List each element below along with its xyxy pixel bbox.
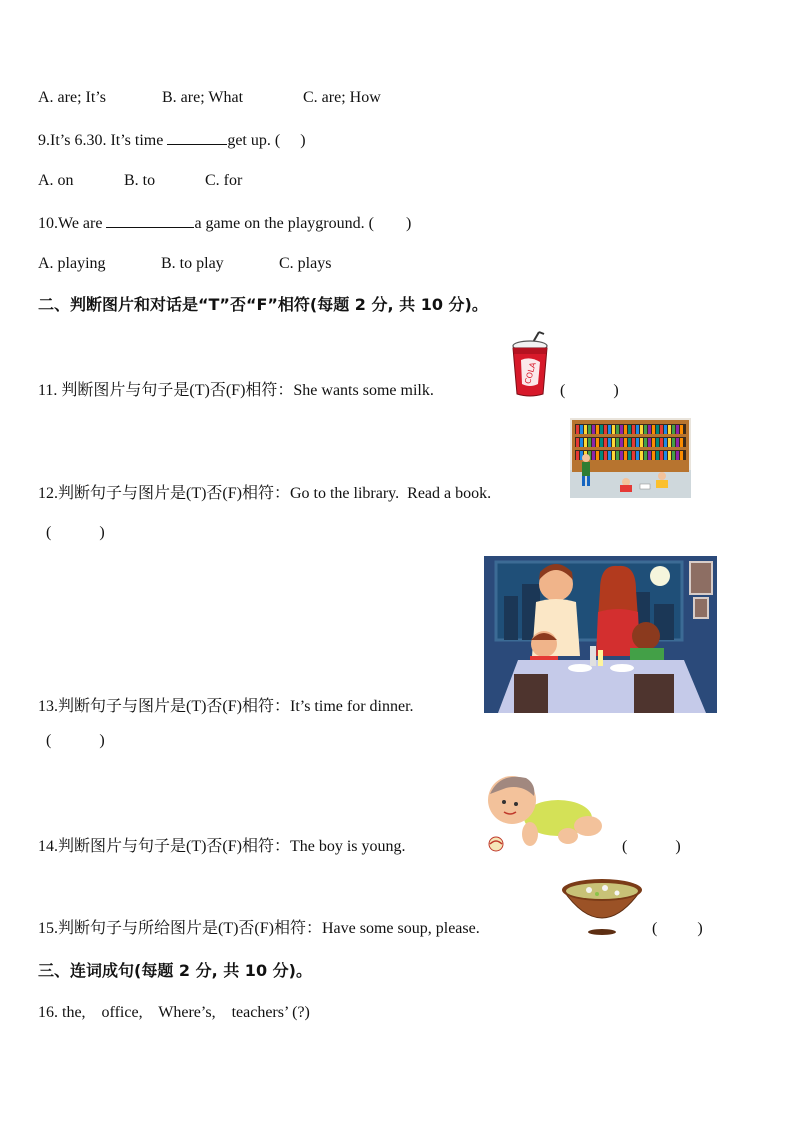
q12-answer-paren: ( ) — [46, 524, 105, 541]
q10-option-a: A. playing — [38, 255, 106, 272]
question-13-text: 13.判断句子与图片是(T)否(F)相符：It’s time for dinner. — [38, 698, 414, 715]
q8-option-a: A. are; It’s — [38, 89, 106, 106]
cola-cup-icon — [508, 330, 554, 398]
question-11-text: 11. 判断图片与句子是(T)否(F)相符：She wants some milk. — [38, 382, 434, 399]
q15-answer-paren: ( ) — [652, 920, 703, 937]
q8-option-c: C. are; How — [303, 89, 381, 106]
q14-answer-paren: ( ) — [622, 838, 681, 855]
q8-option-b: B. are; What — [162, 89, 244, 106]
q9-text-before: It’s 6.30. It’s time — [50, 132, 168, 149]
q9-number: 9. — [38, 132, 50, 149]
q10-text-after: a game on the playground. — [194, 215, 365, 232]
q10-blank — [106, 213, 194, 228]
q10-answer-paren: ( ) — [368, 215, 412, 232]
library-scene — [570, 418, 691, 498]
q9-option-a: A. on — [38, 172, 74, 189]
q9-option-b: B. to — [124, 172, 156, 189]
q10-option-b: B. to play — [161, 255, 224, 272]
q9-blank — [167, 130, 227, 145]
family-dinner-scene — [484, 556, 717, 713]
section-3-heading: 三、连词成句(每题 2 分, 共 10 分)。 — [38, 961, 312, 980]
soup-bowl — [559, 876, 645, 936]
q9-option-c: C. for — [205, 172, 243, 189]
section-2-heading: 二、判断图片和对话是“T”否“F”相符(每题 2 分, 共 10 分)。 — [38, 295, 488, 314]
question-9 — [38, 130, 306, 151]
question-15-text: 15.判断句子与所给图片是(T)否(F)相符：Have some soup, please. — [38, 920, 480, 937]
q10-text-before: We are — [58, 215, 107, 232]
question-10 — [38, 213, 411, 234]
question-12-text: 12.判断句子与图片是(T)否(F)相符：Go to the library. Read a book. — [38, 485, 492, 502]
q9-text-after: get up. — [227, 132, 271, 149]
q9-answer-paren: ( ) — [274, 132, 306, 149]
q13-answer-paren: ( ) — [46, 732, 105, 749]
q10-number: 10. — [38, 215, 58, 232]
q10-option-c: C. plays — [279, 255, 332, 272]
question-14-text: 14.判断图片与句子是(T)否(F)相符：The boy is young. — [38, 838, 406, 855]
q11-answer-paren: ( ) — [560, 382, 619, 399]
crawling-baby — [470, 772, 608, 852]
question-16-text: 16. the, office, Where’s, teachers’ (?) — [38, 1004, 310, 1021]
cola-cup-label: COLA — [523, 361, 538, 385]
